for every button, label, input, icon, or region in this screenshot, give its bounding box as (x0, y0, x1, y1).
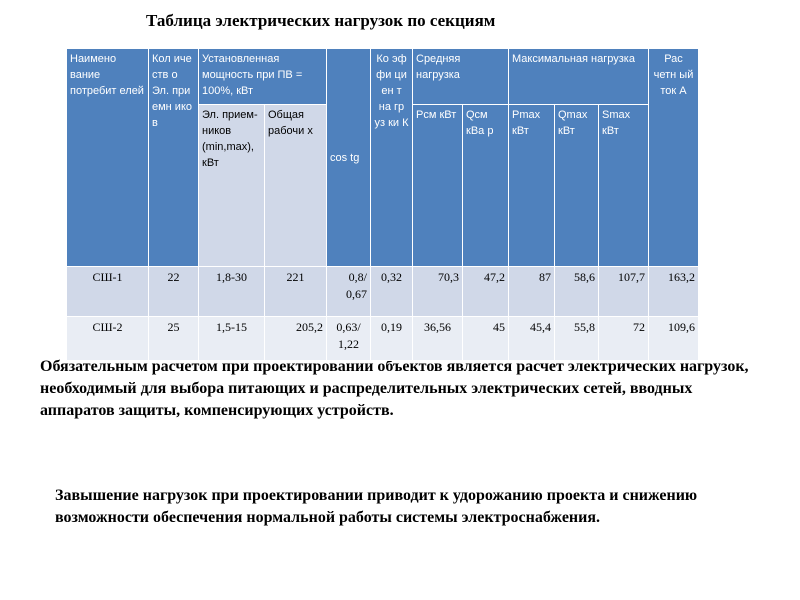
header-average-load: Средняя нагрузка (413, 49, 509, 105)
cell-q-avg: 45 (463, 317, 509, 361)
cell-count: 25 (149, 317, 199, 361)
cell-load-coefficient: 0,19 (371, 317, 413, 361)
cell-power-total: 221 (265, 267, 327, 317)
cell-count: 22 (149, 267, 199, 317)
cell-p-max: 45,4 (509, 317, 555, 361)
cell-p-max: 87 (509, 267, 555, 317)
cell-s-max: 107,7 (599, 267, 649, 317)
cell-current: 109,6 (649, 317, 699, 361)
header-q-max: Qmax кВт (555, 105, 599, 267)
header-s-max: Smax кВт (599, 105, 649, 267)
header-cos-tg: cos tg (327, 49, 371, 267)
header-p-avg: Pсм кВт (413, 105, 463, 267)
paragraph-calculation: Обязательным расчетом при проектировании объектов является расчет электрических нагрузок, необходимый для выбора питающих и распределительных электрических сетей, вводных аппаратов защиты, компенсирующих устройств. (40, 358, 749, 419)
header-total-working-power: Общая рабочи х (265, 105, 327, 267)
cell-load-coefficient: 0,32 (371, 267, 413, 317)
header-p-max: Pmax кВт (509, 105, 555, 267)
cell-name: СШ-2 (67, 317, 149, 361)
cell-name: СШ-1 (67, 267, 149, 317)
header-el-receivers-power: Эл. прием- ников (min,max), кВт (199, 105, 265, 267)
cell-s-max: 72 (599, 317, 649, 361)
table-row (67, 317, 699, 361)
cell-q-max: 58,6 (555, 267, 599, 317)
cell-current: 163,2 (649, 267, 699, 317)
cell-cos-tg: 0,8/ 0,67 (327, 267, 371, 317)
cell-p-avg: 70,3 (413, 267, 463, 317)
cell-power-range: 1,8-30 (199, 267, 265, 317)
header-consumer-name: Наимено вание потребит елей (67, 49, 149, 267)
cell-power-total: 205,2 (265, 317, 327, 361)
cell-q-max: 55,8 (555, 317, 599, 361)
table-row (67, 267, 699, 317)
header-q-avg: Qсм кВа р (463, 105, 509, 267)
header-receivers-count: Кол иче ств о Эл. при емн ико в (149, 49, 199, 267)
header-maximum-load: Максимальная нагрузка (509, 49, 649, 105)
cell-power-range: 1,5-15 (199, 317, 265, 361)
header-calculated-current: Рас четн ый ток А (649, 49, 699, 267)
paragraph-overestimation: Завышение нагрузок при проектировании приводит к удорожанию проекта и снижению возможности обеспечения нормальной работы системы электроснабжения. (55, 487, 698, 526)
loads-table (66, 48, 699, 361)
cell-q-avg: 47,2 (463, 267, 509, 317)
header-installed-power: Установленная мощность при ПВ = 100%, кВт (199, 49, 327, 105)
page-title: Таблица электрических нагрузок по секциям (146, 11, 496, 30)
header-load-coefficient: Ко эф фи ци ен т на гр уз ки К (371, 49, 413, 267)
cell-cos-tg: 0,63/ 1,22 (327, 317, 371, 361)
cell-p-avg: 36,56 (413, 317, 463, 361)
